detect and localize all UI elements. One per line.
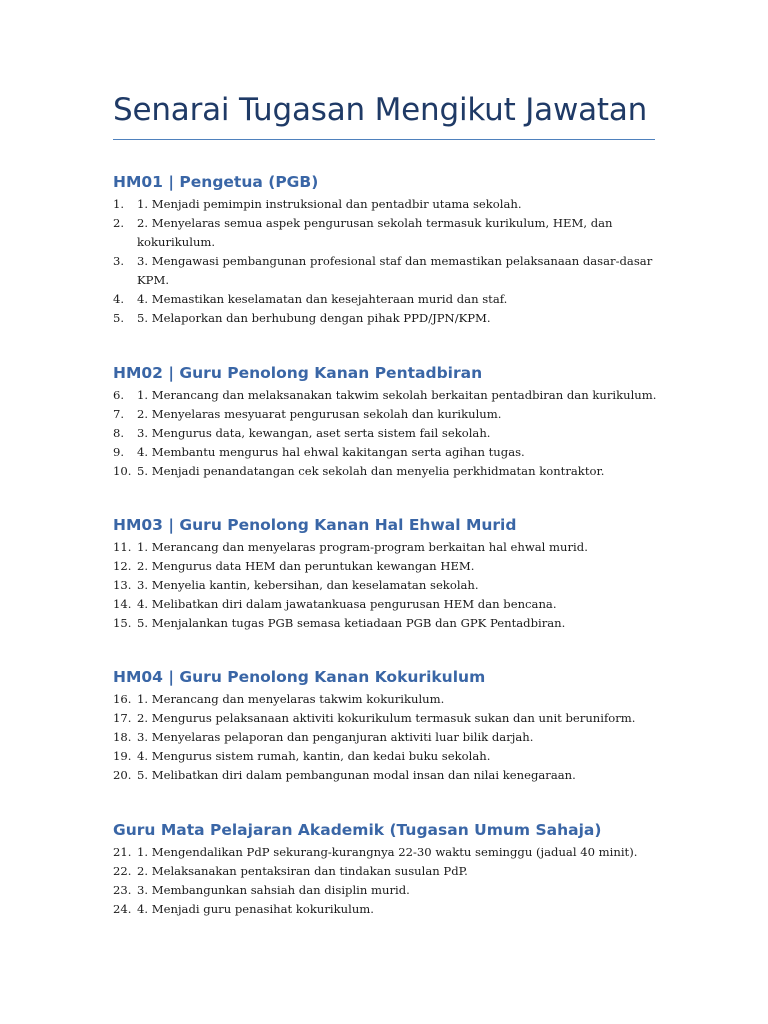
list-item — [113, 290, 667, 309]
list-number: 1. — [113, 197, 125, 211]
list-item — [113, 405, 667, 424]
section-hm03 — [113, 515, 713, 633]
list-text: 5. Melibatkan diri dalam pembangunan modal insan dan nilai kenegaraan. — [137, 768, 576, 782]
list-text: 1. Merancang dan menyelaras program-program berkaitan hal ehwal murid. — [137, 540, 588, 554]
list-number: 15. — [113, 616, 132, 630]
list-text: 1. Merancang dan melaksanakan takwim sekolah berkaitan pentadbiran dan kurikulum. — [137, 388, 657, 402]
section-heading: Guru Mata Pelajaran Akademik (Tugasan Umum Sahaja) — [113, 821, 602, 839]
list-number: 23. — [113, 883, 132, 897]
list-item — [113, 843, 667, 862]
list-text: 1. Mengendalikan PdP sekurang-kurangnya 22-30 waktu seminggu (jadual 40 minit). — [137, 845, 638, 859]
list-number: 21. — [113, 845, 132, 859]
list-number: 19. — [113, 749, 132, 763]
section-guru-akademik — [113, 820, 713, 919]
list-item — [113, 690, 667, 709]
list-item — [113, 252, 667, 290]
list-item — [113, 862, 667, 881]
list-item — [113, 728, 667, 747]
list-number: 10. — [113, 464, 132, 478]
list-text: 3. Menyelaras pelaporan dan penganjuran aktiviti luar bilik darjah. — [137, 730, 534, 744]
list-number: 5. — [113, 311, 125, 325]
list-text: 4. Melibatkan diri dalam jawatankuasa pengurusan HEM dan bencana. — [137, 597, 557, 611]
section-hm04 — [113, 667, 713, 785]
list-text: 5. Menjalankan tugas PGB semasa ketiadaan PGB dan GPK Pentadbiran. — [137, 616, 566, 630]
list-text: 3. Membangunkan sahsiah dan disiplin murid. — [137, 883, 410, 897]
section-hm02 — [113, 363, 713, 481]
list-item — [113, 424, 667, 443]
list-number: 6. — [113, 388, 125, 402]
section-heading: HM02 | Guru Penolong Kanan Pentadbiran — [113, 364, 483, 382]
list-number: 16. — [113, 692, 132, 706]
list-number: 13. — [113, 578, 132, 592]
list-item — [113, 900, 667, 919]
list-number: 4. — [113, 292, 125, 306]
list-item — [113, 595, 667, 614]
list-number: 18. — [113, 730, 132, 744]
list-number: 20. — [113, 768, 132, 782]
list-item — [113, 309, 667, 328]
list-number: 22. — [113, 864, 132, 878]
list-item — [113, 214, 667, 252]
task-list — [113, 195, 713, 328]
section-heading: HM04 | Guru Penolong Kanan Kokurikulum — [113, 668, 486, 686]
list-item — [113, 195, 667, 214]
task-list — [113, 843, 713, 919]
section-heading: HM03 | Guru Penolong Kanan Hal Ehwal Murid — [113, 516, 517, 534]
list-text: 5. Melaporkan dan berhubung dengan pihak PPD/JPN/KPM. — [137, 311, 491, 325]
list-text: 4. Menjadi guru penasihat kokurikulum. — [137, 902, 374, 916]
list-number: 17. — [113, 711, 132, 725]
list-text: 1. Merancang dan menyelaras takwim kokurikulum. — [137, 692, 445, 706]
task-list — [113, 386, 713, 481]
list-item — [113, 747, 667, 766]
list-item — [113, 881, 667, 900]
list-number: 2. — [113, 216, 125, 230]
list-item — [113, 557, 667, 576]
list-item — [113, 462, 667, 481]
list-text: 4. Memastikan keselamatan dan kesejahteraan murid dan staf. — [137, 292, 508, 306]
list-text: 3. Mengawasi pembangunan profesional staf dan memastikan pelaksanaan dasar-dasar KPM. — [137, 254, 653, 287]
page-title: Senarai Tugasan Mengikut Jawatan — [113, 92, 648, 128]
list-item — [113, 443, 667, 462]
list-number: 14. — [113, 597, 132, 611]
list-text: 2. Mengurus pelaksanaan aktiviti kokurikulum termasuk sukan dan unit beruniform. — [137, 711, 636, 725]
section-heading: HM01 | Pengetua (PGB) — [113, 173, 319, 191]
list-number: 7. — [113, 407, 125, 421]
list-text: 2. Menyelaras mesyuarat pengurusan sekolah dan kurikulum. — [137, 407, 502, 421]
list-item — [113, 709, 667, 728]
list-item — [113, 614, 667, 633]
list-text: 1. Menjadi pemimpin instruksional dan pentadbir utama sekolah. — [137, 197, 522, 211]
list-text: 4. Membantu mengurus hal ehwal kakitangan serta agihan tugas. — [137, 445, 525, 459]
title-underline — [113, 139, 655, 140]
section-hm01 — [113, 172, 713, 328]
list-item — [113, 538, 667, 557]
list-item — [113, 386, 667, 405]
task-list — [113, 538, 713, 633]
list-text: 3. Menyelia kantin, kebersihan, dan keselamatan sekolah. — [137, 578, 479, 592]
list-item — [113, 576, 667, 595]
task-list — [113, 690, 713, 785]
list-text: 2. Menyelaras semua aspek pengurusan sekolah termasuk kurikulum, HEM, dan kokurikulum. — [137, 216, 613, 249]
list-text: 4. Mengurus sistem rumah, kantin, dan kedai buku sekolah. — [137, 749, 491, 763]
list-text: 2. Mengurus data HEM dan peruntukan kewangan HEM. — [137, 559, 475, 573]
list-text: 5. Menjadi penandatangan cek sekolah dan menyelia perkhidmatan kontraktor. — [137, 464, 605, 478]
list-text: 3. Mengurus data, kewangan, aset serta sistem fail sekolah. — [137, 426, 491, 440]
list-number: 9. — [113, 445, 125, 459]
list-number: 8. — [113, 426, 125, 440]
list-text: 2. Melaksanakan pentaksiran dan tindakan susulan PdP. — [137, 864, 468, 878]
list-number: 3. — [113, 254, 125, 268]
list-number: 12. — [113, 559, 132, 573]
list-item — [113, 766, 667, 785]
list-number: 24. — [113, 902, 132, 916]
list-number: 11. — [113, 540, 132, 554]
